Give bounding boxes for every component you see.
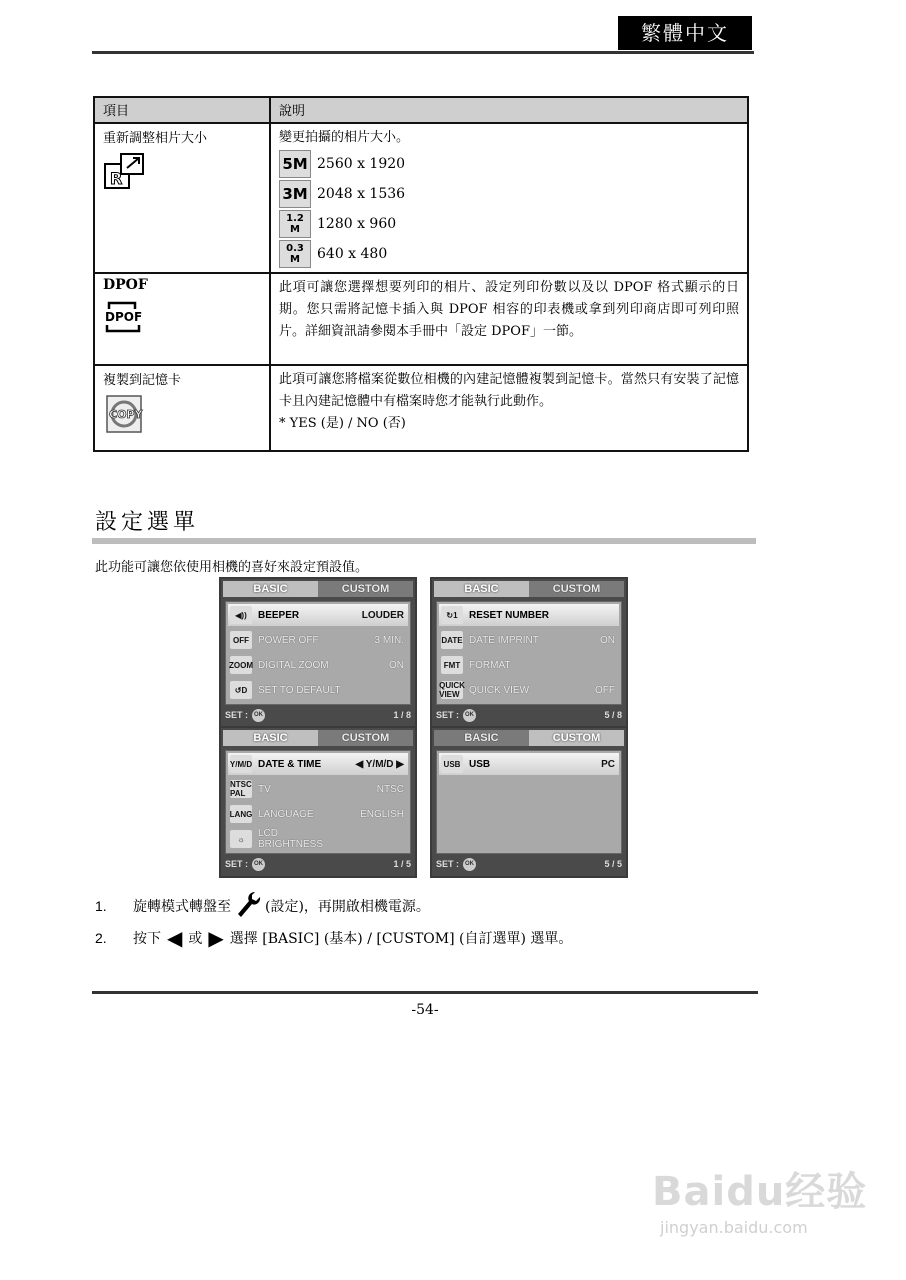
menu-item-label: SET TO DEFAULT xyxy=(258,684,341,696)
date-imprint-icon: DATE xyxy=(441,631,463,649)
menu-item[interactable] xyxy=(228,803,408,825)
menu-item-value: ENGLISH xyxy=(360,808,404,820)
section-rule xyxy=(92,538,756,544)
menu-page-indicator: 1 / 8 xyxy=(393,710,411,720)
section-intro: 此功能可讓您依使用相機的喜好來設定預設值。 xyxy=(95,560,369,575)
size-badge-1-2m: 1.2 M xyxy=(279,210,311,238)
dpof-icon xyxy=(103,299,143,337)
ok-icon: OK xyxy=(252,858,265,871)
ok-icon: OK xyxy=(463,858,476,871)
copy-note: * YES (是) / NO (否) xyxy=(279,416,406,431)
menu-item[interactable] xyxy=(228,604,408,626)
tab-basic[interactable]: BASIC xyxy=(434,581,529,597)
brightness-icon: ☼ xyxy=(230,830,252,848)
size-option xyxy=(279,239,739,269)
menu-item[interactable] xyxy=(439,679,619,701)
menu-tabs xyxy=(223,730,413,746)
tab-custom[interactable]: CUSTOM xyxy=(529,581,624,597)
menu-page-indicator: 5 / 8 xyxy=(604,710,622,720)
menu-tabs xyxy=(223,581,413,597)
menu-item-label: LANGUAGE xyxy=(258,808,314,820)
step-text: (設定)，再開啟相機電源。 xyxy=(265,899,430,915)
tab-basic[interactable]: BASIC xyxy=(223,581,318,597)
menu-item-label: LCD BRIGHTNESS xyxy=(258,828,324,850)
camera-menu xyxy=(430,726,628,878)
menu-item-label: TV xyxy=(258,783,271,795)
step-1 xyxy=(95,890,430,922)
menu-item[interactable] xyxy=(228,679,408,701)
menu-item-value: NTSC xyxy=(376,783,404,795)
size-text: 2048 x 1536 xyxy=(317,186,406,202)
menu-footer xyxy=(225,856,411,872)
clock-icon: Y/M/D xyxy=(230,755,252,773)
language-icon: LANG xyxy=(230,805,252,823)
watermark-brand: Baidu经验 xyxy=(652,1169,868,1215)
menu-footer xyxy=(436,856,622,872)
right-arrow-icon: ▶ xyxy=(208,926,224,950)
menu-item[interactable] xyxy=(228,654,408,676)
watermark-url: jingyan.baidu.com xyxy=(660,1218,808,1237)
size-text: 640 x 480 xyxy=(317,246,388,262)
camera-menu xyxy=(219,726,417,878)
step-text: 選擇 [BASIC] (基本) / [CUSTOM] (自訂選單) 選單。 xyxy=(229,931,573,947)
row-title-resize: 重新調整相片大小 xyxy=(103,131,208,146)
menu-tabs xyxy=(434,730,624,746)
zoom-icon: ZOOM xyxy=(230,656,252,674)
menu-panel xyxy=(436,601,622,705)
column-header-desc: 說明 xyxy=(270,97,748,123)
camera-menu xyxy=(430,577,628,729)
menu-item[interactable] xyxy=(228,629,408,651)
wrench-icon xyxy=(235,890,261,922)
set-label: SET : xyxy=(436,859,460,869)
step-text: 或 xyxy=(188,931,203,947)
menu-item[interactable] xyxy=(228,753,408,775)
table-row xyxy=(94,273,748,365)
menu-item[interactable] xyxy=(439,604,619,626)
quick-view-icon: QUICK VIEW xyxy=(439,681,465,699)
menu-item[interactable] xyxy=(228,828,408,850)
camera-menu xyxy=(219,577,417,729)
size-badge-0-3m: 0.3 M xyxy=(279,240,311,268)
menu-item-label: QUICK VIEW xyxy=(469,684,530,696)
menu-footer xyxy=(436,707,622,723)
menu-item-value: ON xyxy=(389,659,404,671)
menu-item-value: OFF xyxy=(595,684,615,696)
set-label: SET : xyxy=(225,710,249,720)
format-icon: FMT xyxy=(441,656,463,674)
speaker-icon: ◀)) xyxy=(230,606,252,624)
svg-text:COPY: COPY xyxy=(109,408,143,421)
menu-item-value: PC xyxy=(601,758,615,770)
menu-item[interactable] xyxy=(439,654,619,676)
power-off-icon: OFF xyxy=(230,631,252,649)
menu-panel xyxy=(225,750,411,854)
tab-custom[interactable]: CUSTOM xyxy=(318,581,413,597)
menu-item-value: ON xyxy=(600,634,615,646)
size-badge-3m: 3M xyxy=(279,180,311,208)
dpof-description: 此項可讓您選擇想要列印的相片、設定列印份數以及以 DPOF 格式顯示的日期。您只需將記憶卡插入與 DPOF 相容的印表機或拿到列印商店即可列印照片。詳細資訊請參閱本手冊中「設定 DPOF」一節。 xyxy=(279,280,739,339)
column-header-item: 項目 xyxy=(94,97,270,123)
left-arrow-icon: ◀ xyxy=(167,926,183,950)
table-row xyxy=(94,365,748,451)
tab-custom[interactable]: CUSTOM xyxy=(529,730,624,746)
step-number: 2. xyxy=(95,930,107,946)
section-title: 設定選單 xyxy=(95,510,200,535)
size-option xyxy=(279,209,739,239)
menu-item-label: DATE & TIME xyxy=(258,758,322,770)
menu-panel xyxy=(436,750,622,854)
tab-custom[interactable]: CUSTOM xyxy=(318,730,413,746)
page-number: -54- xyxy=(411,1002,439,1018)
menu-item-value: ◀ Y/M/D ▶ xyxy=(355,758,404,770)
menu-item-label: POWER OFF xyxy=(258,634,319,646)
table-row xyxy=(94,123,748,273)
tv-icon: NTSC PAL xyxy=(230,780,252,798)
reset-number-icon: ↻1 xyxy=(441,606,463,624)
size-option xyxy=(279,149,739,179)
menu-item-label: DIGITAL ZOOM xyxy=(258,659,329,671)
copy-description: 此項可讓您將檔案從數位相機的內建記憶體複製到記憶卡。當然只有安裝了記憶卡且內建記憶體中有檔案時您才能執行此動作。 xyxy=(279,372,739,409)
reset-icon: ↺D xyxy=(230,681,252,699)
size-text: 1280 x 960 xyxy=(317,216,397,232)
footer-rule xyxy=(92,991,758,994)
svg-text:R: R xyxy=(110,169,123,188)
language-tab: 繁體中文 xyxy=(618,16,752,50)
menu-item-label: BEEPER xyxy=(258,609,300,621)
menu-item[interactable] xyxy=(228,778,408,800)
menu-item-label: DATE IMPRINT xyxy=(469,634,539,646)
ok-icon: OK xyxy=(463,709,476,722)
svg-text:DPOF: DPOF xyxy=(105,310,143,324)
step-2 xyxy=(95,926,572,950)
set-label: SET : xyxy=(436,710,460,720)
menu-item-value: LOUDER xyxy=(361,609,404,621)
set-label: SET : xyxy=(225,859,249,869)
resize-intro: 變更拍攝的相片大小。 xyxy=(279,130,410,145)
size-text: 2560 x 1920 xyxy=(317,156,406,172)
menu-tabs xyxy=(434,581,624,597)
copy-icon xyxy=(103,394,145,438)
menu-item-label: USB xyxy=(469,758,491,770)
header-rule xyxy=(92,51,754,54)
row-title-copy: 複製到記憶卡 xyxy=(103,373,182,388)
tab-basic[interactable]: BASIC xyxy=(223,730,318,746)
tab-basic[interactable]: BASIC xyxy=(434,730,529,746)
table-header-row xyxy=(94,97,748,123)
menu-item[interactable] xyxy=(439,753,619,775)
options-table xyxy=(93,96,749,452)
usb-icon: USB xyxy=(441,755,463,773)
step-text: 按下 xyxy=(133,931,161,947)
step-text: 旋轉模式轉盤至 xyxy=(133,899,231,915)
step-number: 1. xyxy=(95,898,107,914)
menu-item-label: RESET NUMBER xyxy=(469,609,550,621)
menu-panel xyxy=(225,601,411,705)
menu-footer xyxy=(225,707,411,723)
menu-page-indicator: 1 / 5 xyxy=(393,859,411,869)
row-title-dpof: DPOF xyxy=(103,277,148,293)
menu-item-value: 3 MIN. xyxy=(374,634,404,646)
menu-item[interactable] xyxy=(439,629,619,651)
menu-page-indicator: 5 / 5 xyxy=(604,859,622,869)
ok-icon: OK xyxy=(252,709,265,722)
menu-item-label: FORMAT xyxy=(469,659,511,671)
size-option xyxy=(279,179,739,209)
size-badge-5m: 5M xyxy=(279,150,311,178)
resize-icon xyxy=(103,152,147,194)
